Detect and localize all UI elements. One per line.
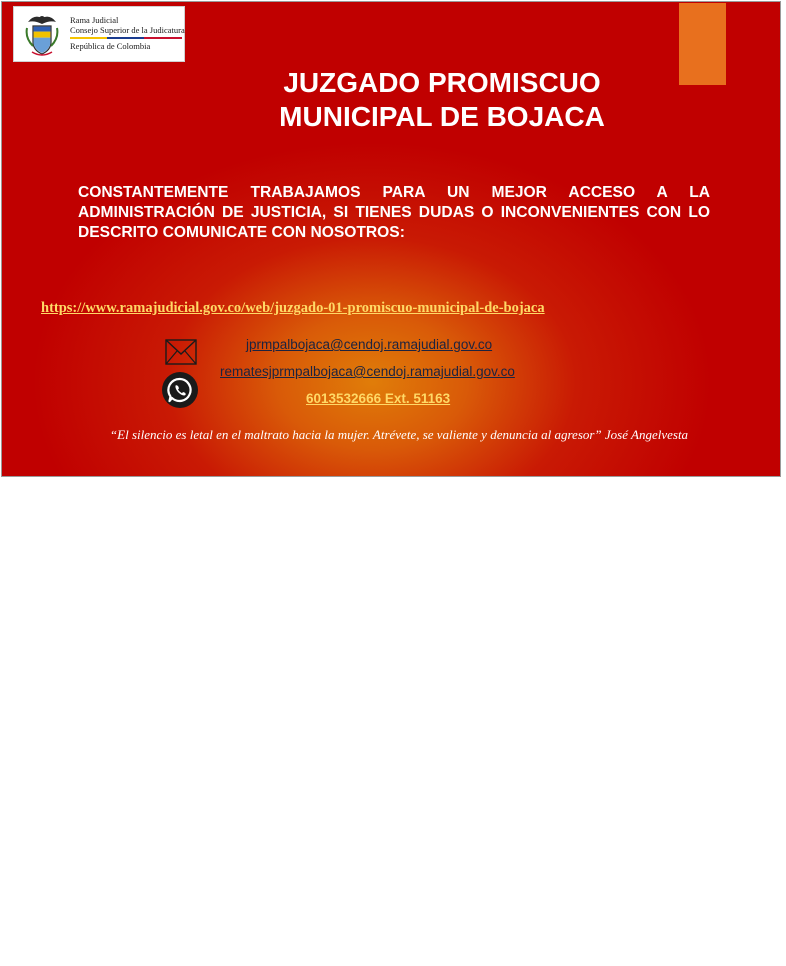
envelope-icon bbox=[165, 339, 197, 365]
rama-judicial-logo bbox=[13, 6, 185, 62]
intro-text: CONSTANTEMENTE TRABAJAMOS PARA UN MEJOR ACCESO A LA ADMINISTRACIÓN DE JUSTICIA, SI TIENES DUDAS O INCONVENIENTES CON LO DESCRITO COMUNICATE CON NOSOTROS: bbox=[78, 184, 710, 241]
phone-link[interactable]: 6013532666 Ext. 51163 bbox=[306, 391, 451, 406]
website-link[interactable]: https://www.ramajudicial.gov.co/web/juzgado-01-promiscuo-municipal-de-bojaca bbox=[41, 300, 545, 316]
quote-text: “El silencio es letal en el maltrato hacia la mujer. Atrévete, se valiente y denuncia al agresor” José Angelvesta bbox=[109, 427, 689, 442]
email-link-remates[interactable]: rematesjprmpalbojaca@cendoj.ramajudial.gov.co bbox=[220, 364, 515, 379]
logo-text-republica: República de Colombia bbox=[70, 41, 151, 51]
email-link-primary[interactable]: jprmpalbojaca@cendoj.ramajudial.gov.co bbox=[246, 337, 493, 352]
promo-banner bbox=[1, 1, 781, 477]
title-line-1: JUZGADO PROMISCUO bbox=[283, 67, 601, 98]
page-title bbox=[182, 66, 702, 134]
logo-text-consejo: Consejo Superior de la Judicatura bbox=[70, 25, 185, 35]
whatsapp-icon[interactable] bbox=[161, 371, 199, 409]
logo-text-rama-judicial: Rama Judicial bbox=[70, 15, 119, 25]
colombia-coat-of-arms-icon bbox=[24, 12, 60, 58]
title-line-2: MUNICIPAL DE BOJACA bbox=[279, 101, 605, 132]
logo-tricolor-rule bbox=[70, 37, 182, 39]
